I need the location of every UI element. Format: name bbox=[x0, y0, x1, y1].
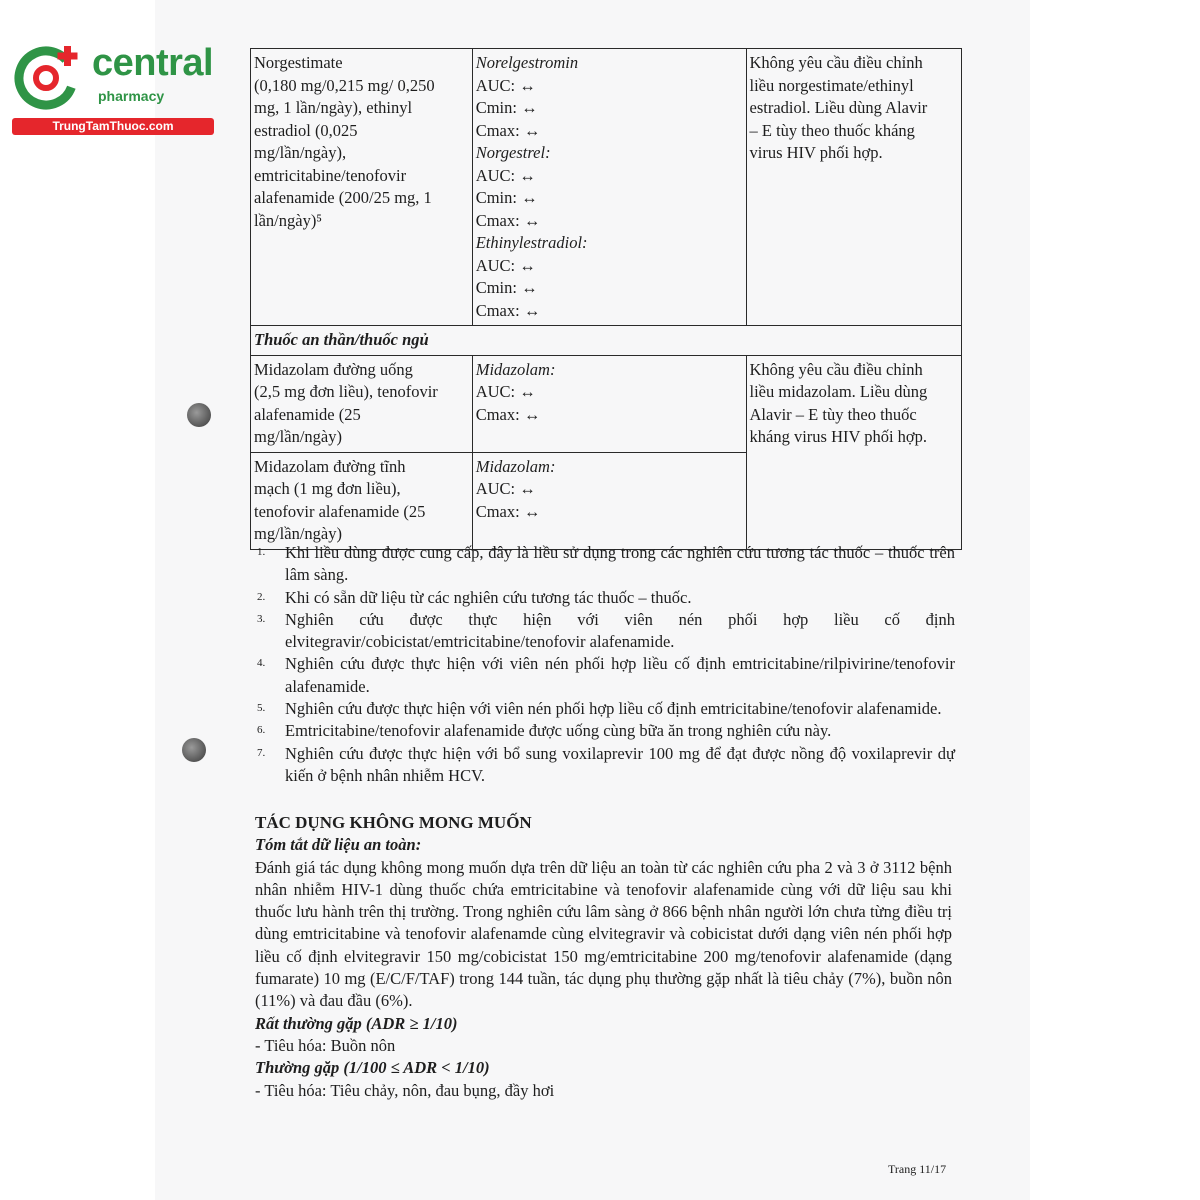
footnote-number: 6. bbox=[257, 724, 266, 737]
table-cell-drug bbox=[251, 452, 473, 549]
cell-line: mg/lần/ngày), bbox=[254, 143, 347, 162]
central-pharmacy-logo[interactable] bbox=[8, 36, 218, 136]
pk-param: Cmax: ↔ bbox=[475, 120, 541, 140]
pk-param: Cmin: ↔ bbox=[475, 188, 538, 207]
cell-line: Không yêu cầu điều chỉnh bbox=[749, 359, 923, 379]
pk-param: Cmin: ↔ bbox=[475, 278, 538, 297]
table-cell-drug bbox=[251, 355, 473, 452]
cell-line: estradiol. Liều dùng Alavir bbox=[749, 98, 928, 117]
table-cell-drug bbox=[251, 49, 473, 326]
logo-subtitle: pharmacy bbox=[98, 88, 165, 104]
common-heading: Thường gặp (1/100 ≤ ADR < 1/10) bbox=[255, 1058, 490, 1078]
cell-line: kháng virus HIV phối hợp. bbox=[749, 427, 928, 446]
pk-param: AUC: ↔ bbox=[475, 75, 536, 95]
pk-param: AUC: ↔ bbox=[475, 255, 536, 275]
table-cell-effect bbox=[472, 355, 746, 452]
cell-line: – E tùy theo thuốc kháng bbox=[749, 120, 915, 140]
cell-line: Không yêu cầu điều chỉnh bbox=[749, 53, 923, 72]
cell-line: alafenamide (200/25 mg, 1 bbox=[254, 188, 432, 207]
cell-line: liều norgestimate/ethinyl bbox=[749, 75, 914, 95]
pharmacy-logo-icon bbox=[12, 40, 84, 112]
page-number: Trang 11/17 bbox=[888, 1162, 947, 1176]
footnote-text: Khi liều dùng được cung cấp, đây là liều sử dụng trong các nghiên cứu tương tác thuốc – thuốc trên lâm sàng. bbox=[285, 543, 955, 585]
footnote-number: 1. bbox=[257, 546, 266, 558]
drug-name: Midazolam: bbox=[475, 456, 556, 476]
pk-param: Cmax: ↔ bbox=[475, 501, 541, 521]
footnotes bbox=[255, 542, 955, 787]
pk-param: Cmax: ↔ bbox=[475, 404, 541, 424]
footnote-text: Khi có sẵn dữ liệu từ các nghiên cứu tương tác thuốc – thuốc. bbox=[285, 587, 692, 607]
table-cell-recommendation bbox=[746, 49, 962, 326]
footnote bbox=[255, 587, 955, 609]
pk-param: Cmax: ↔ bbox=[475, 210, 541, 230]
footnote-text: Nghiên cứu được thực hiện với bổ sung voxilaprevir 100 mg để đạt được nồng độ voxilaprevir dự kiến ở bệnh nhân nhiễm HCV. bbox=[285, 743, 955, 785]
footnote-number: 2. bbox=[257, 590, 266, 603]
footnote bbox=[255, 653, 955, 698]
footnote-number: 3. bbox=[257, 612, 266, 625]
table-row bbox=[251, 49, 962, 326]
footnote bbox=[255, 609, 955, 654]
common-item: - Tiêu hóa: Tiêu chảy, nôn, đau bụng, đầy hơi bbox=[255, 1080, 555, 1100]
punch-hole-top bbox=[187, 403, 211, 427]
cell-line: tenofovir alafenamide (25 bbox=[254, 501, 426, 521]
cell-line: (2,5 mg đơn liều), tenofovir bbox=[254, 382, 438, 401]
table-cell-recommendation bbox=[746, 355, 962, 549]
table-section-heading: Thuốc an thần/thuốc ngủ bbox=[251, 326, 962, 356]
pk-param: AUC: ↔ bbox=[475, 382, 536, 401]
cell-line: mg, 1 lần/ngày), ethinyl bbox=[254, 98, 413, 117]
adverse-effects-section bbox=[255, 812, 952, 1102]
cell-line: mg/lần/ngày) bbox=[254, 427, 342, 446]
footnote-number: 7. bbox=[257, 746, 266, 759]
very-common-item: - Tiêu hóa: Buồn nôn bbox=[255, 1035, 396, 1055]
footnote-number: 4. bbox=[257, 657, 266, 670]
footnote-text: Emtricitabine/tenofovir alafenamide được uống cùng bữa ăn trong nghiên cứu này. bbox=[285, 721, 832, 741]
cell-line: Midazolam đường tĩnh bbox=[254, 456, 406, 476]
cell-line: liều midazolam. Liều dùng bbox=[749, 382, 928, 401]
cell-line: estradiol (0,025 bbox=[254, 120, 358, 140]
safety-paragraph: Đánh giá tác dụng không mong muốn dựa trên dữ liệu an toàn từ các nghiên cứu pha 2 và 3 ở 3112 bệnh nhân nhiễm HIV-1 dùng thuốc chứa emtricitabine và tenofovir alafenamide cùng với dữ liệu sau khi thuốc lưu hành trên thị trường. Trong nghiên cứu lâm sàng ở 866 bệnh nhân người lớn chưa từng điều trị dùng emtricitabine và tenofovir alafenamde cùng elvitegravir và cobicistat dưới dạng viên nén phối hợp liều cố định elvitegravir 150 mg/cobicistat 150 mg/emtricitabine 200 mg/tenofovir alafenamide (dạng fumarate) 10 mg (E/C/F/TAF) trong 144 tuần, tác dụng phụ thường gặp nhất là tiêu chảy (7%), buồn nôn (11%) và đau đầu (6%). bbox=[255, 857, 952, 1011]
cell-line: Norgestimate bbox=[254, 53, 343, 72]
table-row bbox=[251, 355, 962, 452]
pk-param: AUC: ↔ bbox=[475, 479, 536, 498]
safety-heading: Tóm tắt dữ liệu an toàn: bbox=[255, 835, 422, 855]
logo-name: central bbox=[92, 42, 214, 84]
cell-line: mạch (1 mg đơn liều), bbox=[254, 479, 401, 498]
footnote bbox=[255, 542, 955, 587]
cell-line: Midazolam đường uống bbox=[254, 359, 413, 379]
footnote-text: Nghiên cứu được thực hiện với viên nén phối hợp liều cố định emtricitabine/rilpivirine/tenofovir alafenamide. bbox=[285, 654, 955, 696]
drug-name: Norelgestromin bbox=[475, 53, 579, 72]
footnote-text: Nghiên cứu được thực hiện với viên nén phối hợp liều cố định emtricitabine/tenofovir alafenamide. bbox=[285, 699, 942, 719]
logo-banner: TrungTamThuoc.com bbox=[12, 118, 214, 135]
pk-param: Cmax: ↔ bbox=[475, 300, 541, 320]
punch-hole-bottom bbox=[182, 738, 206, 762]
footnote-number: 5. bbox=[257, 702, 266, 715]
section-title: TÁC DỤNG KHÔNG MONG MUỐN bbox=[255, 813, 532, 832]
drug-name: Ethinylestradiol: bbox=[475, 233, 588, 252]
table-cell-effect bbox=[472, 49, 746, 326]
pk-param: AUC: ↔ bbox=[475, 165, 536, 185]
footnote bbox=[255, 720, 955, 742]
footnote bbox=[255, 698, 955, 720]
cell-line: alafenamide (25 bbox=[254, 404, 361, 424]
table-cell-effect bbox=[472, 452, 746, 549]
interaction-table bbox=[250, 48, 962, 550]
cell-line: (0,180 mg/0,215 mg/ 0,250 bbox=[254, 75, 435, 95]
very-common-heading: Rất thường gặp (ADR ≥ 1/10) bbox=[255, 1013, 458, 1033]
cell-line: emtricitabine/tenofovir bbox=[254, 165, 407, 185]
table-section-row bbox=[251, 326, 962, 356]
cell-line: Alavir – E tùy theo thuốc bbox=[749, 404, 917, 424]
cell-line: virus HIV phối hợp. bbox=[749, 143, 883, 162]
footnote bbox=[255, 743, 955, 788]
drug-name: Midazolam: bbox=[475, 359, 556, 379]
pk-param: Cmin: ↔ bbox=[475, 98, 538, 117]
cell-line: mg/lần/ngày) bbox=[254, 524, 342, 543]
cell-line: lần/ngày)⁵ bbox=[254, 210, 323, 230]
footnote-text: Nghiên cứu được thực hiện với viên nén phối hợp liều cố định elvitegravir/cobicistat/emtricitabine/tenofovir alafenamide. bbox=[285, 609, 955, 652]
drug-name: Norgestrel: bbox=[475, 143, 551, 162]
